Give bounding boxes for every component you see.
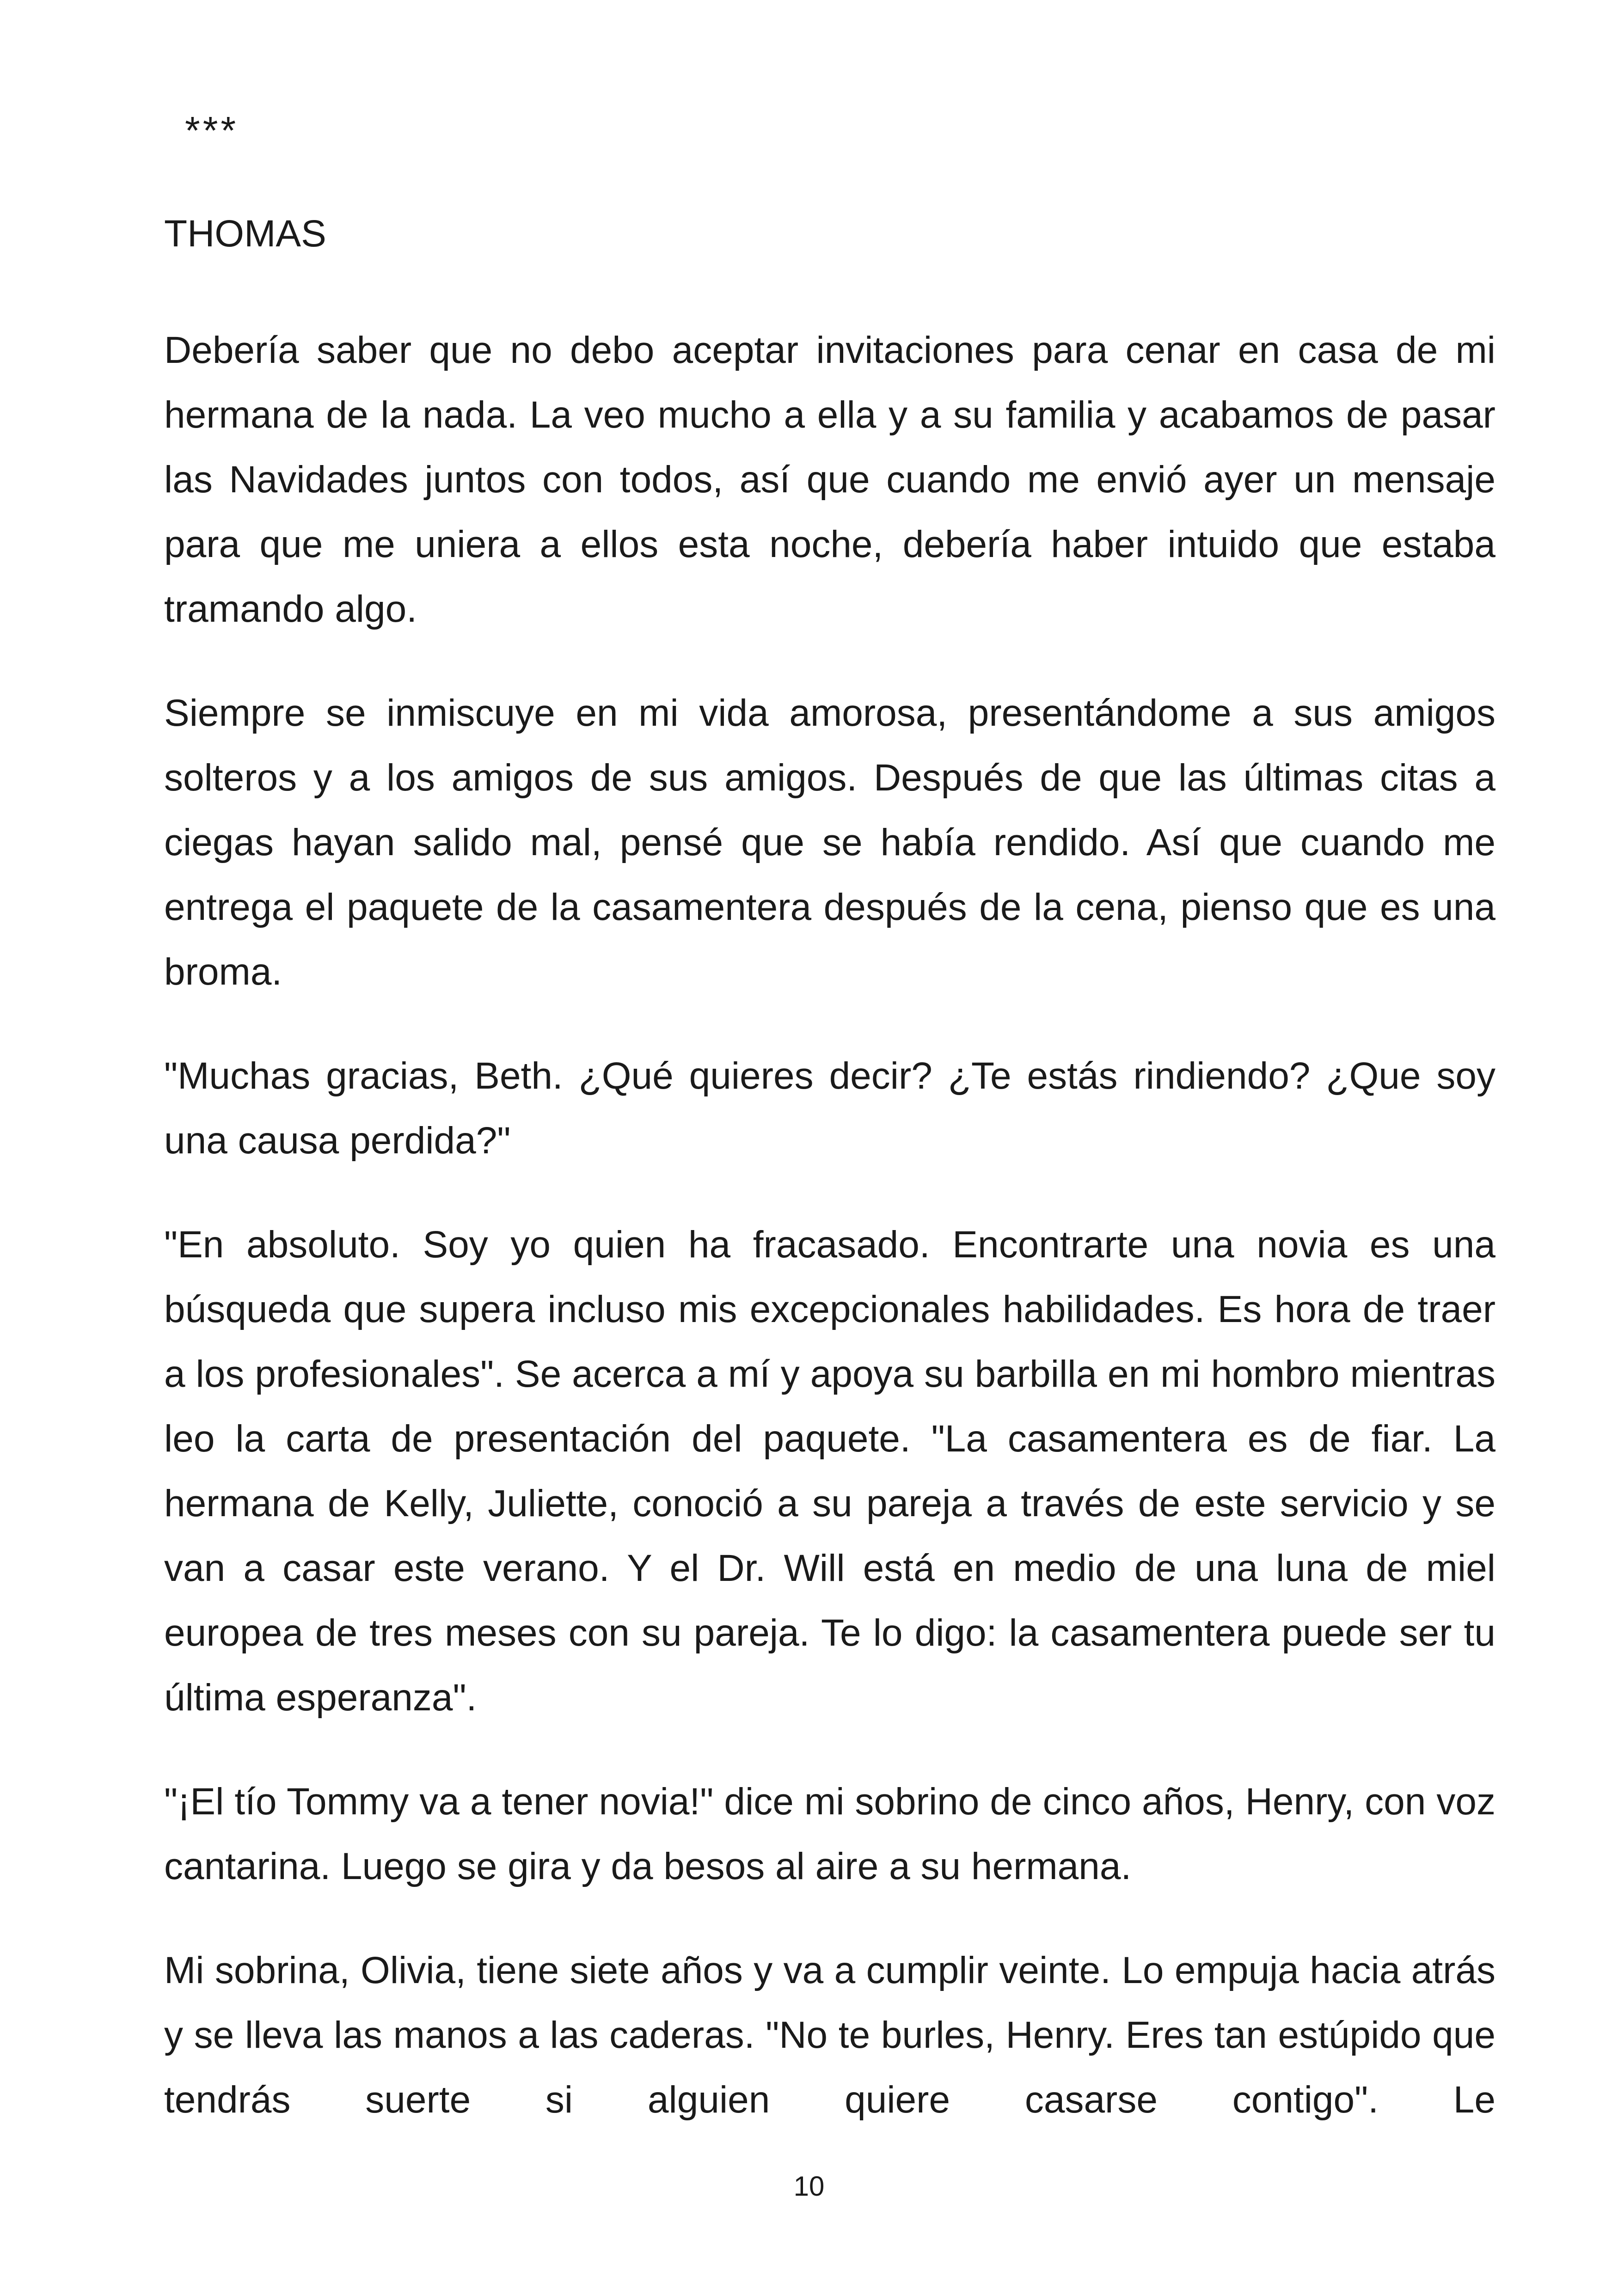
paragraph: "¡El tío Tommy va a tener novia!" dice mi sobrino de cinco años, Henry, con voz cantarina. Luego se gira y da besos al aire a su hermana. [164, 1781, 1495, 1887]
chapter-heading: THOMAS [164, 213, 326, 255]
paragraph: "Muchas gracias, Beth. ¿Qué quieres decir? ¿Te estás rindiendo? ¿Que soy una causa perdida?" [164, 1055, 1495, 1162]
paragraph: Mi sobrina, Olivia, tiene siete años y va a cumplir veinte. Lo empuja hacia atrás y se lleva las manos a las caderas. "No te burles, Henry. Eres tan estúpido que tendrás suerte si alguien quiere casarse contigo". Le [164, 1949, 1495, 2121]
paragraph: "En absoluto. Soy yo quien ha fracasado. Encontrarte una novia es una búsqueda que supera incluso mis excepcionales habilidades. Es hora de traer a los profesionales". Se acerca a mí y apoya su barbilla en mi hombro mientras leo la carta de presentación del paquete. "La casamentera es de fiar. La hermana de Kelly, Juliette, conoció a su pareja a través de este servicio y se van a casar este verano. Y el Dr. Will está en medio de una luna de miel europea de tres meses con su pareja. Te lo digo: la casamentera puede ser tu última esperanza". [164, 1224, 1495, 1719]
paragraph: Debería saber que no debo aceptar invitaciones para cenar en casa de mi hermana de la nada. La veo mucho a ella y a su familia y acabamos de pasar las Navidades juntos con todos, así que cuando me envió ayer un mensaje para que me uniera a ellos esta noche, debería haber intuido que estaba tramando algo. [164, 329, 1495, 630]
body-text [164, 318, 1495, 2132]
paragraph: Siempre se inmiscuye en mi vida amorosa, presentándome a sus amigos solteros y a los amigos de sus amigos. Después de que las últimas citas a ciegas hayan salido mal, pensé que se había rendido. Así que cuando me entrega el paquete de la casamentera después de la cena, pienso que es una broma. [164, 692, 1495, 993]
scene-separator: *** [185, 109, 239, 152]
page-number: 10 [793, 2171, 825, 2202]
